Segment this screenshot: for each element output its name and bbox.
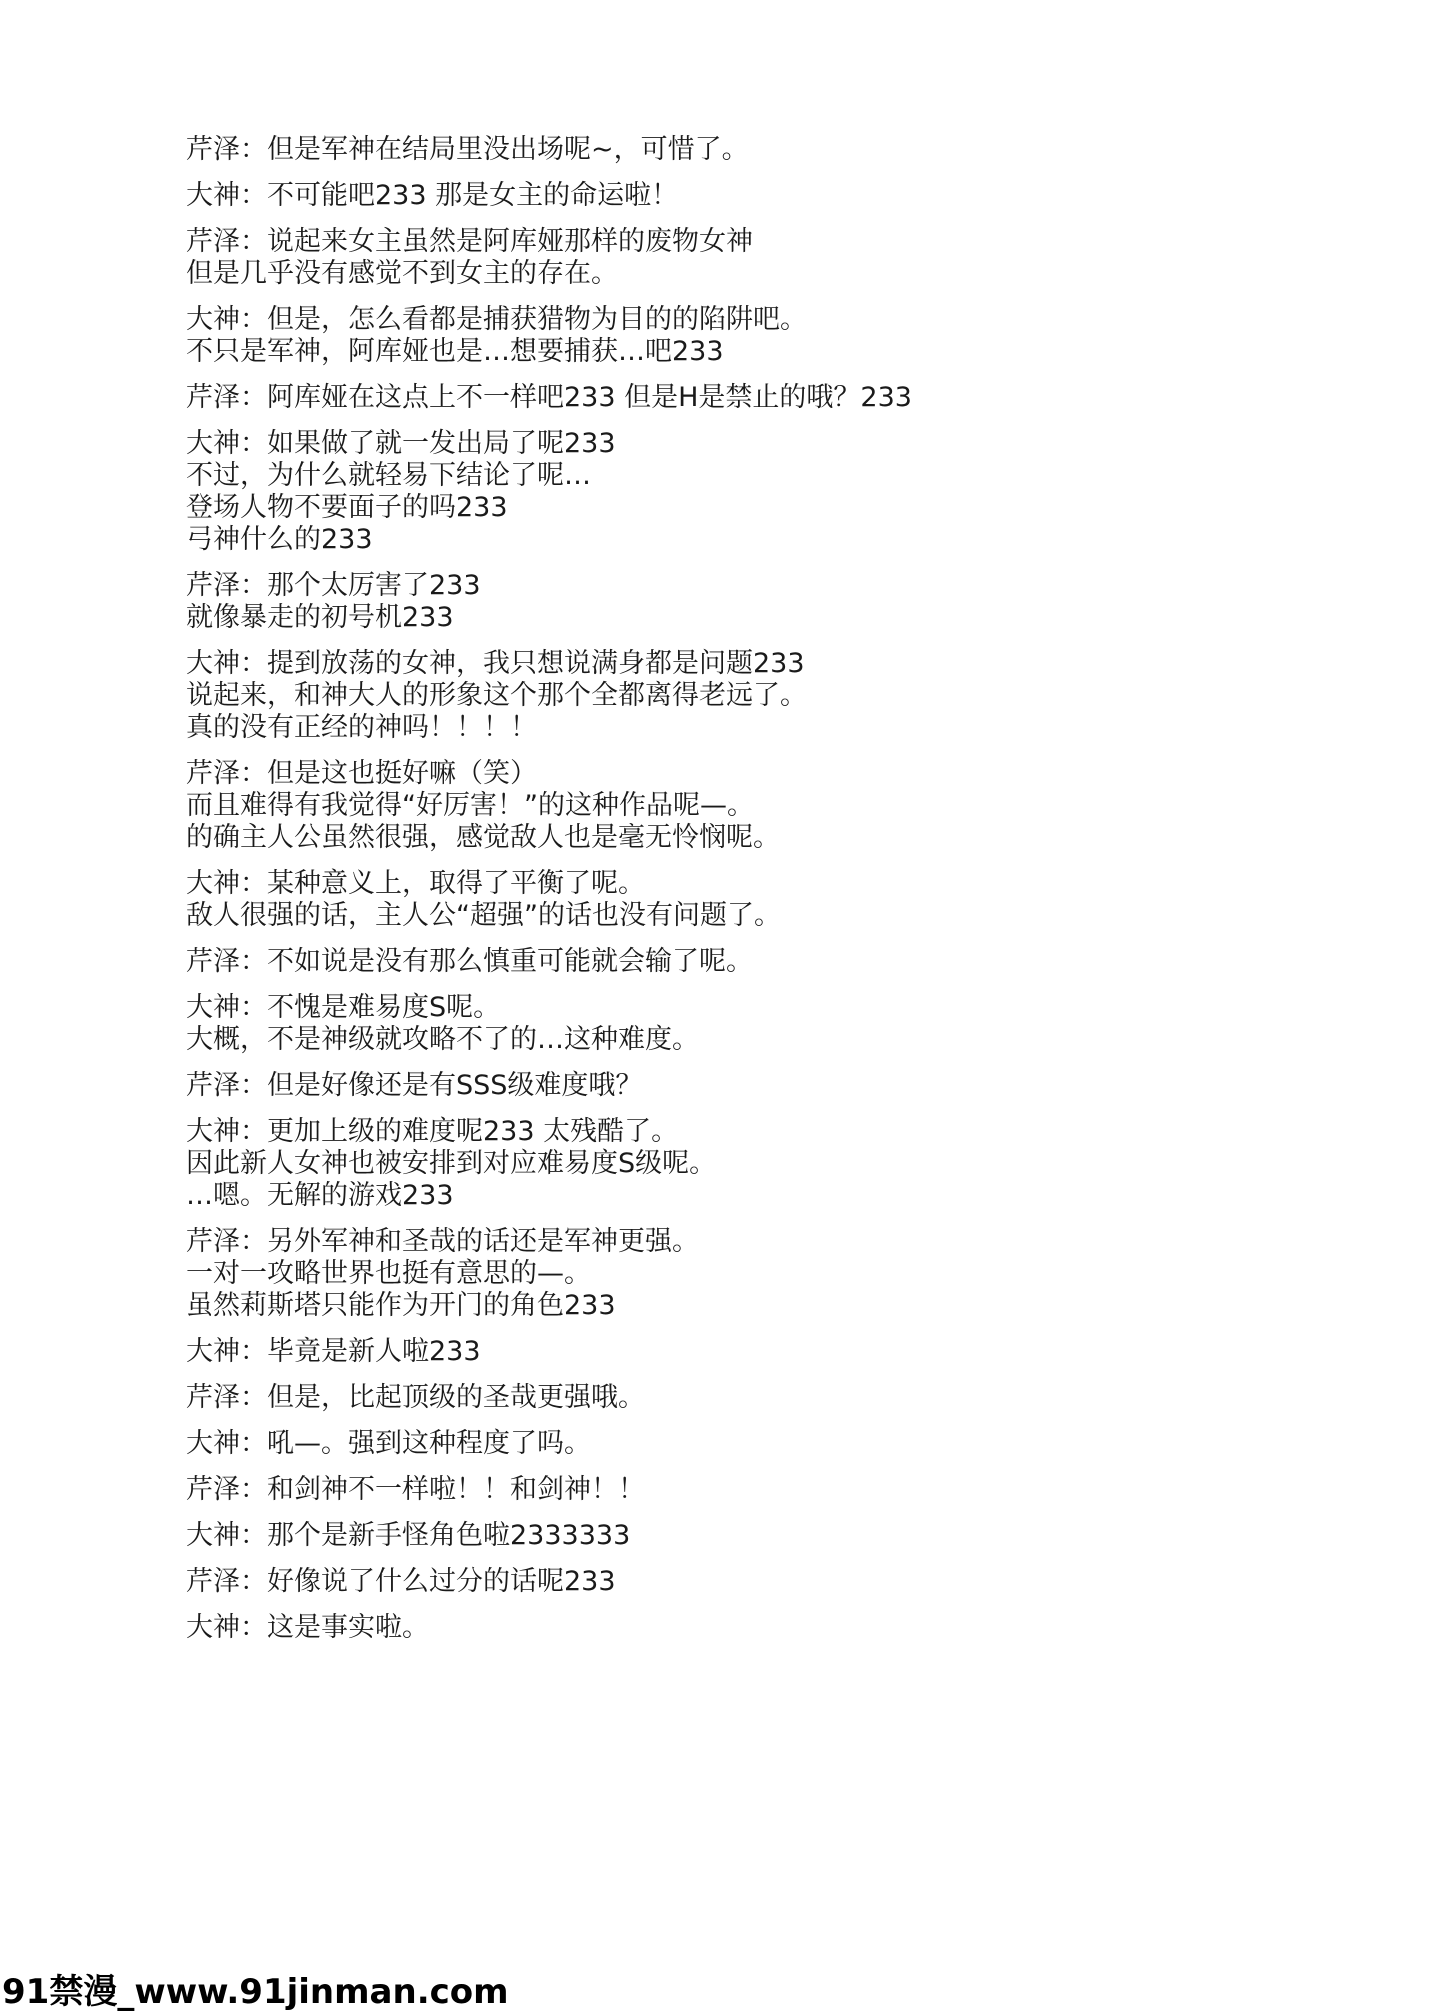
dialogue-line: 芹泽：和剑神不一样啦！！和剑神！！ bbox=[186, 1474, 645, 1505]
watermark-text: 91禁漫_www.91jinman.com bbox=[2, 1972, 509, 2012]
dialogue-block bbox=[186, 1566, 1286, 1598]
dialogue-line: 大神：提到放荡的女神，我只想说满身都是问题233 bbox=[186, 648, 805, 679]
dialogue-line: 大神：毕竟是新人啦233 bbox=[186, 1336, 481, 1367]
dialogue-line: 芹泽：但是好像还是有SSS级难度哦？ bbox=[186, 1070, 643, 1101]
dialogue-line: 大神：不可能吧233 那是女主的命运啦！ bbox=[186, 180, 679, 211]
dialogue-line: 大神：这是事实啦。 bbox=[186, 1612, 429, 1643]
dialogue-line: 芹泽：不如说是没有那么慎重可能就会输了呢。 bbox=[186, 946, 753, 977]
dialogue-block bbox=[186, 226, 1286, 290]
dialogue-line: 芹泽：但是这也挺好嘛（笑） bbox=[186, 758, 537, 789]
dialogue-block bbox=[186, 992, 1286, 1056]
dialogue-line: 敌人很强的话，主人公“超强”的话也没有问题了。 bbox=[186, 900, 781, 931]
dialogue-line: 大神：不愧是难易度S呢。 bbox=[186, 992, 501, 1023]
dialogue-line: 大概，不是神级就攻略不了的…这种难度。 bbox=[186, 1024, 699, 1055]
dialogue-line: 因此新人女神也被安排到对应难易度S级呢。 bbox=[186, 1148, 717, 1179]
dialogue-line: 但是几乎没有感觉不到女主的存在。 bbox=[186, 258, 618, 289]
dialogue-line: 不过，为什么就轻易下结论了呢… bbox=[186, 460, 591, 491]
dialogue-line: …嗯。无解的游戏233 bbox=[186, 1180, 454, 1211]
dialogue-block bbox=[186, 180, 1286, 212]
dialogue-block bbox=[186, 946, 1286, 978]
dialogue-block bbox=[186, 134, 1286, 166]
dialogue-line: 芹泽：好像说了什么过分的话呢233 bbox=[186, 1566, 616, 1597]
dialogue-block bbox=[186, 304, 1286, 368]
dialogue-line: 芹泽：阿库娅在这点上不一样吧233 但是H是禁止的哦？233 bbox=[186, 382, 912, 413]
dialogue-line: 登场人物不要面子的吗233 bbox=[186, 492, 508, 523]
dialogue-line: 大神：那个是新手怪角色啦2333333 bbox=[186, 1520, 631, 1551]
dialogue-line: 的确主人公虽然很强，感觉敌人也是毫无怜悯呢。 bbox=[186, 822, 780, 853]
dialogue-block bbox=[186, 382, 1286, 414]
dialogue-block bbox=[186, 1474, 1286, 1506]
dialogue-text-area bbox=[186, 134, 1286, 1658]
dialogue-block bbox=[186, 1336, 1286, 1368]
dialogue-block bbox=[186, 1116, 1286, 1212]
dialogue-line: 芹泽：另外军神和圣哉的话还是军神更强。 bbox=[186, 1226, 699, 1257]
dialogue-line: 芹泽：说起来女主虽然是阿库娅那样的废物女神 bbox=[186, 226, 753, 257]
dialogue-block bbox=[186, 1520, 1286, 1552]
dialogue-line: 说起来，和神大人的形象这个那个全都离得老远了。 bbox=[186, 680, 807, 711]
dialogue-line: 芹泽：那个太厉害了233 bbox=[186, 570, 481, 601]
dialogue-block bbox=[186, 758, 1286, 854]
dialogue-line: 芹泽：但是，比起顶级的圣哉更强哦。 bbox=[186, 1382, 645, 1413]
dialogue-line: 不只是军神，阿库娅也是…想要捕获…吧233 bbox=[186, 336, 724, 367]
dialogue-line: 芹泽：但是军神在结局里没出场呢~，可惜了。 bbox=[186, 134, 749, 165]
dialogue-block bbox=[186, 868, 1286, 932]
dialogue-line: 一对一攻略世界也挺有意思的—。 bbox=[186, 1258, 591, 1289]
dialogue-line: 大神：某种意义上，取得了平衡了呢。 bbox=[186, 868, 645, 899]
dialogue-block bbox=[186, 1070, 1286, 1102]
dialogue-line: 大神：如果做了就一发出局了呢233 bbox=[186, 428, 616, 459]
dialogue-line: 真的没有正经的神吗！！！！ bbox=[186, 712, 537, 743]
dialogue-line: 弓神什么的233 bbox=[186, 524, 373, 555]
dialogue-block bbox=[186, 1226, 1286, 1322]
dialogue-block bbox=[186, 1612, 1286, 1644]
dialogue-line: 大神：但是，怎么看都是捕获猎物为目的的陷阱吧。 bbox=[186, 304, 807, 335]
dialogue-block bbox=[186, 1382, 1286, 1414]
dialogue-block bbox=[186, 570, 1286, 634]
dialogue-block bbox=[186, 1428, 1286, 1460]
dialogue-line: 虽然莉斯塔只能作为开门的角色233 bbox=[186, 1290, 616, 1321]
dialogue-block bbox=[186, 648, 1286, 744]
dialogue-line: 而且难得有我觉得“好厉害！”的这种作品呢—。 bbox=[186, 790, 754, 821]
dialogue-line: 大神：吼—。强到这种程度了吗。 bbox=[186, 1428, 591, 1459]
dialogue-line: 就像暴走的初号机233 bbox=[186, 602, 454, 633]
dialogue-block bbox=[186, 428, 1286, 556]
dialogue-line: 大神：更加上级的难度呢233 太残酷了。 bbox=[186, 1116, 679, 1147]
